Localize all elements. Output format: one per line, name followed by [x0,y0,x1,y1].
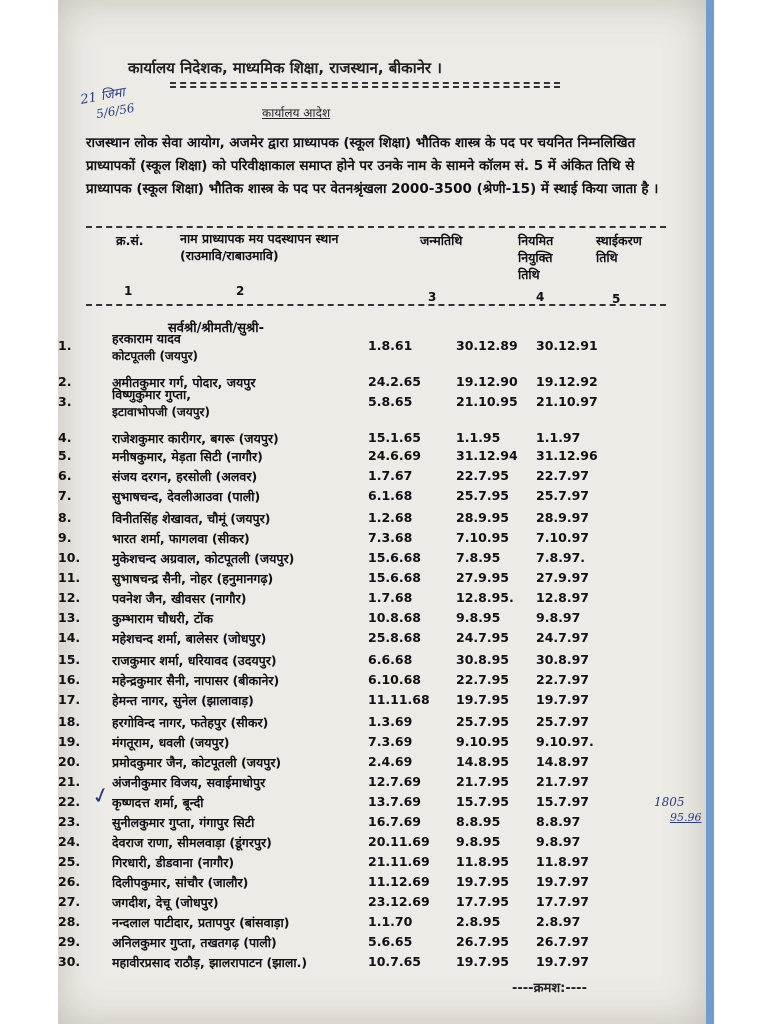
table-row [0,652,648,672]
serial-number: 20. [58,754,81,769]
permanent-date: 26.7.97 [536,934,589,949]
teacher-name-posting: प्रमोदकुमार जैन, कोटपूतली (जयपुर) [112,755,282,770]
appointment-date: 25.7.95 [456,488,509,503]
birth-date: 24.2.65 [368,374,421,389]
table-row [0,692,648,712]
table-row [0,834,648,854]
birth-date: 11.11.68 [368,692,430,707]
appointment-date: 19.7.95 [456,954,509,969]
table-row [0,610,648,630]
teacher-name-posting: जगदीश, देचू (जोधपुर) [112,895,219,910]
teacher-name: हरकाराम यादव [112,331,181,346]
appointment-date: 22.7.95 [456,672,509,687]
appointment-date: 1.1.95 [456,430,501,445]
appointment-date: 25.7.95 [456,714,509,729]
table-row [0,330,648,363]
teacher-name-posting: राजकुमार शर्मा, धरियावद (उदयपुर) [112,653,277,668]
teacher-name-posting: कुम्भाराम चौधरी, टोंक [112,611,214,626]
appointment-date: 7.8.95 [456,550,501,565]
permanent-date: 7.10.97 [536,530,589,545]
teacher-name-posting: महेशचन्द शर्मा, बालेसर (जोधपुर) [112,631,267,646]
honorific-label: सर्वश्री/श्रीमती/सुश्री- [168,321,264,336]
teacher-name-posting: सुनीलकुमार गुप्ता, गंगापुर सिटी [112,815,255,830]
teacher-name-posting: हरगोविन्द नागर, फतेहपुर (सीकर) [112,715,269,730]
permanent-date: 17.7.97 [536,894,589,909]
table-row [0,448,648,468]
teacher-name-posting: महेन्द्रकुमार सैनी, नापासर (बीकानेर) [112,673,280,688]
permanent-date: 27.9.97 [536,570,589,585]
table-row [0,386,648,419]
serial-number: 21. [58,774,81,789]
appointment-date: 24.7.95 [456,630,509,645]
permanent-date: 9.8.97 [536,610,581,625]
permanent-date: 24.7.97 [536,630,589,645]
serial-number: 3. [58,394,72,409]
appointment-date: 9.8.95 [456,834,501,849]
birth-date: 16.7.69 [368,814,421,829]
title-underline [170,82,560,84]
permanent-date: 21.10.97 [536,394,598,409]
appointment-date: 21.7.95 [456,774,509,789]
birth-date: 5.8.65 [368,394,413,409]
teacher-name-posting: संजय दरगन, हरसोली (अलवर) [112,469,258,484]
birth-date: 25.8.68 [368,630,421,645]
teacher-name-posting: अंजनीकुमार विजय, सवाईमाधोपुर [112,775,266,790]
birth-date: 10.8.68 [368,610,421,625]
col-header-dob: जन्मतिथि [420,233,463,248]
teacher-name-posting [112,330,412,364]
order-heading: कार्यालय आदेश [262,106,331,120]
table-row [0,914,648,934]
serial-number: 27. [58,894,81,909]
permanent-date: 11.8.97 [536,854,589,869]
permanent-date: 12.8.97 [536,590,589,605]
appointment-date: 26.7.95 [456,934,509,949]
permanent-date: 28.9.97 [536,510,589,525]
permanent-date: 8.8.97 [536,814,581,829]
appointment-date: 22.7.95 [456,468,509,483]
appointment-date: 9.10.95 [456,734,509,749]
appointment-date: 21.10.95 [456,394,518,409]
teacher-name-posting: महावीरप्रसाद राठौड़, झालरापाटन (झाला.) [112,955,308,970]
teacher-name-posting: भारत शर्मा, फागलवा (सीकर) [112,531,250,546]
teacher-name-posting: पवनेश जैन, खीवसर (नागौर) [112,591,247,606]
birth-date: 15.6.68 [368,570,421,585]
permanent-date: 30.8.97 [536,652,589,667]
birth-date: 1.3.69 [368,714,413,729]
handwritten-note-top: 21 जिमा [79,85,127,108]
permanent-date: 14.8.97 [536,754,589,769]
table-row [0,672,648,692]
appointment-date: 14.8.95 [456,754,509,769]
appointment-date: 11.8.95 [456,854,509,869]
teacher-name-posting: मनीषकुमार, मेड़ता सिटी (नागौर) [112,449,263,464]
col-number-5: 5 [612,292,621,306]
appointment-date: 7.10.95 [456,530,509,545]
handwritten-tick: ✓ [89,782,114,811]
col-number-2: 2 [236,284,245,298]
table-row [0,430,648,450]
birth-date: 1.1.70 [368,914,413,929]
appointment-date: 9.8.95 [456,610,501,625]
serial-number: 29. [58,934,81,949]
table-row [0,754,648,774]
table-row [0,510,648,530]
serial-number: 18. [58,714,81,729]
serial-number: 7. [58,488,72,503]
office-title: कार्यालय निदेशक, माध्यमिक शिक्षा, राजस्थान, बीकानेर । [128,59,442,77]
permanent-date: 2.8.97 [536,914,581,929]
serial-number: 28. [58,914,81,929]
serial-number: 30. [58,954,81,969]
appointment-date: 15.7.95 [456,794,509,809]
permanent-date: 7.8.97. [536,550,586,565]
appointment-date: 19.7.95 [456,692,509,707]
col-number-1: 1 [124,284,133,298]
appointment-date: 27.9.95 [456,570,509,585]
table-row [0,934,648,954]
birth-date: 1.2.68 [368,510,413,525]
col-header-name: नाम प्राध्यापक मय पदस्थापन स्थान (राउमावि/राबाउमावि) [180,231,339,263]
permanent-date: 21.7.97 [536,774,589,789]
permanent-date: 19.12.92 [536,374,598,389]
serial-number: 5. [58,448,72,463]
teacher-name-posting: दिलीपकुमार, सांचौर (जालौर) [112,875,249,890]
birth-date: 15.1.65 [368,430,421,445]
serial-number: 10. [58,550,81,565]
serial-number: 16. [58,672,81,687]
table-row [0,570,648,590]
serial-number: 23. [58,814,81,829]
teacher-name: विष्णुकुमार गुप्ता, [112,387,192,402]
teacher-name-posting: राजेशकुमार कारीगर, बगरू (जयपुर) [112,431,279,446]
appointment-date: 31.12.94 [456,448,518,463]
birth-date: 10.7.65 [368,954,421,969]
table-row [0,550,648,570]
teacher-name-posting: सुभाषचन्द्र सैनी, नोहर (हनुमानगढ़) [112,571,274,586]
teacher-name-posting [112,386,412,420]
birth-date: 21.11.69 [368,854,430,869]
birth-date: 13.7.69 [368,794,421,809]
birth-date: 24.6.69 [368,448,421,463]
table-row [0,854,648,874]
table-row [0,590,648,610]
birth-date: 15.6.68 [368,550,421,565]
birth-date: 7.3.68 [368,530,413,545]
table-row [0,954,648,974]
serial-number: 13. [58,610,81,625]
teacher-name-posting: कृष्णदत्त शर्मा, बून्दी [112,795,204,810]
appointment-date: 19.7.95 [456,874,509,889]
table-row [0,530,648,550]
margin-note-2: 95.96 [670,811,702,824]
col-number-4: 4 [536,290,545,304]
birth-date: 2.4.69 [368,754,413,769]
permanent-date: 9.10.97. [536,734,594,749]
permanent-date: 22.7.97 [536,672,589,687]
appointment-date: 2.8.95 [456,914,501,929]
permanent-date: 22.7.97 [536,468,589,483]
col-number-3: 3 [428,290,437,304]
table-row [0,468,648,488]
serial-number: 22. [58,794,81,809]
teacher-name-posting: मुकेशचन्द अग्रवाल, कोटपूतली (जयपुर) [112,551,295,566]
permanent-date: 19.7.97 [536,692,589,707]
serial-number: 9. [58,530,72,545]
birth-date: 11.12.69 [368,874,430,889]
appointment-date: 8.8.95 [456,814,501,829]
table-row [0,894,648,914]
teacher-posting: इटावाभोपजी (जयपुर) [112,405,210,419]
table-row [0,874,648,894]
appointment-date: 28.9.95 [456,510,509,525]
table-top-rule [86,226,666,228]
serial-number: 19. [58,734,81,749]
permanent-date: 15.7.97 [536,794,589,809]
permanent-date: 9.8.97 [536,834,581,849]
teacher-name-posting: विनीतसिंह शेखावत, चौमूं (जयपुर) [112,511,271,526]
col-header-appointment: नियमित नियुक्ति तिथि [518,233,554,282]
serial-number: 12. [58,590,81,605]
birth-date: 5.6.65 [368,934,413,949]
birth-date: 6.10.68 [368,672,421,687]
permanent-date: 19.7.97 [536,954,589,969]
continued-marker: ----क्रमश:---- [512,981,587,996]
serial-number: 4. [58,430,72,445]
serial-number: 1. [58,338,72,353]
permanent-date: 19.7.97 [536,874,589,889]
col-header-permanent: स्थाईकरण तिथि [596,233,642,265]
permanent-date: 1.1.97 [536,430,581,445]
birth-date: 1.7.68 [368,590,413,605]
birth-date: 23.12.69 [368,894,430,909]
margin-note-1: 1805 [654,795,685,809]
permanent-date: 25.7.97 [536,714,589,729]
serial-number: 25. [58,854,81,869]
teacher-name-posting: नन्दलाल पाटीदार, प्रतापपुर (बांसवाड़ा) [112,915,290,930]
table-row [0,734,648,754]
table-row [0,488,648,508]
teacher-name-posting: हेमन्त नागर, सुनेल (झालावाड़) [112,693,254,708]
teacher-name-posting: अमीतकुमार गर्ग, पोदार, जयपुर [112,375,256,390]
permanent-date: 30.12.91 [536,338,598,353]
table-row [0,714,648,734]
serial-number: 24. [58,834,81,849]
teacher-name-posting: सुभाषचन्द, देवलीआउवा (पाली) [112,489,261,504]
birth-date: 1.7.67 [368,468,413,483]
appointment-date: 12.8.95. [456,590,514,605]
serial-number: 15. [58,652,81,667]
appointment-date: 19.12.90 [456,374,518,389]
table-row [0,814,648,834]
birth-date: 7.3.69 [368,734,413,749]
serial-number: 2. [58,374,72,389]
serial-number: 26. [58,874,81,889]
birth-date: 20.11.69 [368,834,430,849]
appointment-date: 30.8.95 [456,652,509,667]
permanent-date: 25.7.97 [536,488,589,503]
teacher-name-posting: अनिलकुमार गुप्ता, तखतगढ़ (पाली) [112,935,277,950]
teacher-name-posting: मंगतूराम, धवली (जयपुर) [112,735,230,750]
serial-number: 11. [58,570,81,585]
col-header-sn: क्र.सं. [116,233,144,248]
serial-number: 6. [58,468,72,483]
table-row [0,630,648,650]
serial-number: 8. [58,510,72,525]
permanent-date: 31.12.96 [536,448,598,463]
order-intro-text: राजस्थान लोक सेवा आयोग, अजमेर द्वारा प्राध्यापक (स्कूल शिक्षा) भौतिक शास्त्र के पद पर चयनित निम्नलिखित प्राध्यापकों (स्कूल शिक्षा) को परिवीक्षाकाल समाप्त होने पर उनके नाम के सामने कॉलम सं. 5 में अंकित तिथि से प्राध्यापक (स्कूल शिक्षा) भौतिक शास्त्र के पद पर वेतनश्रृंखला 2000-3500 (श्रेणी-15) में स्थाई किया जाता है । [86,135,659,197]
table-header-rule [86,304,666,306]
title-underline-2 [170,86,560,88]
teacher-name-posting: देवराज राणा, सीमलवाड़ा (डूंगरपुर) [112,835,272,850]
scan-edge [706,0,714,1024]
serial-number: 17. [58,692,81,707]
serial-number: 14. [58,630,81,645]
teacher-posting: कोटपूतली (जयपुर) [112,349,199,363]
appointment-date: 30.12.89 [456,338,518,353]
appointment-date: 17.7.95 [456,894,509,909]
birth-date: 6.1.68 [368,488,413,503]
birth-date: 1.8.61 [368,338,413,353]
handwritten-date-top: 5/6/56 [95,100,136,122]
birth-date: 12.7.69 [368,774,421,789]
birth-date: 6.6.68 [368,652,413,667]
teacher-name-posting: गिरधारी, डीडवाना (नागौर) [112,855,235,870]
